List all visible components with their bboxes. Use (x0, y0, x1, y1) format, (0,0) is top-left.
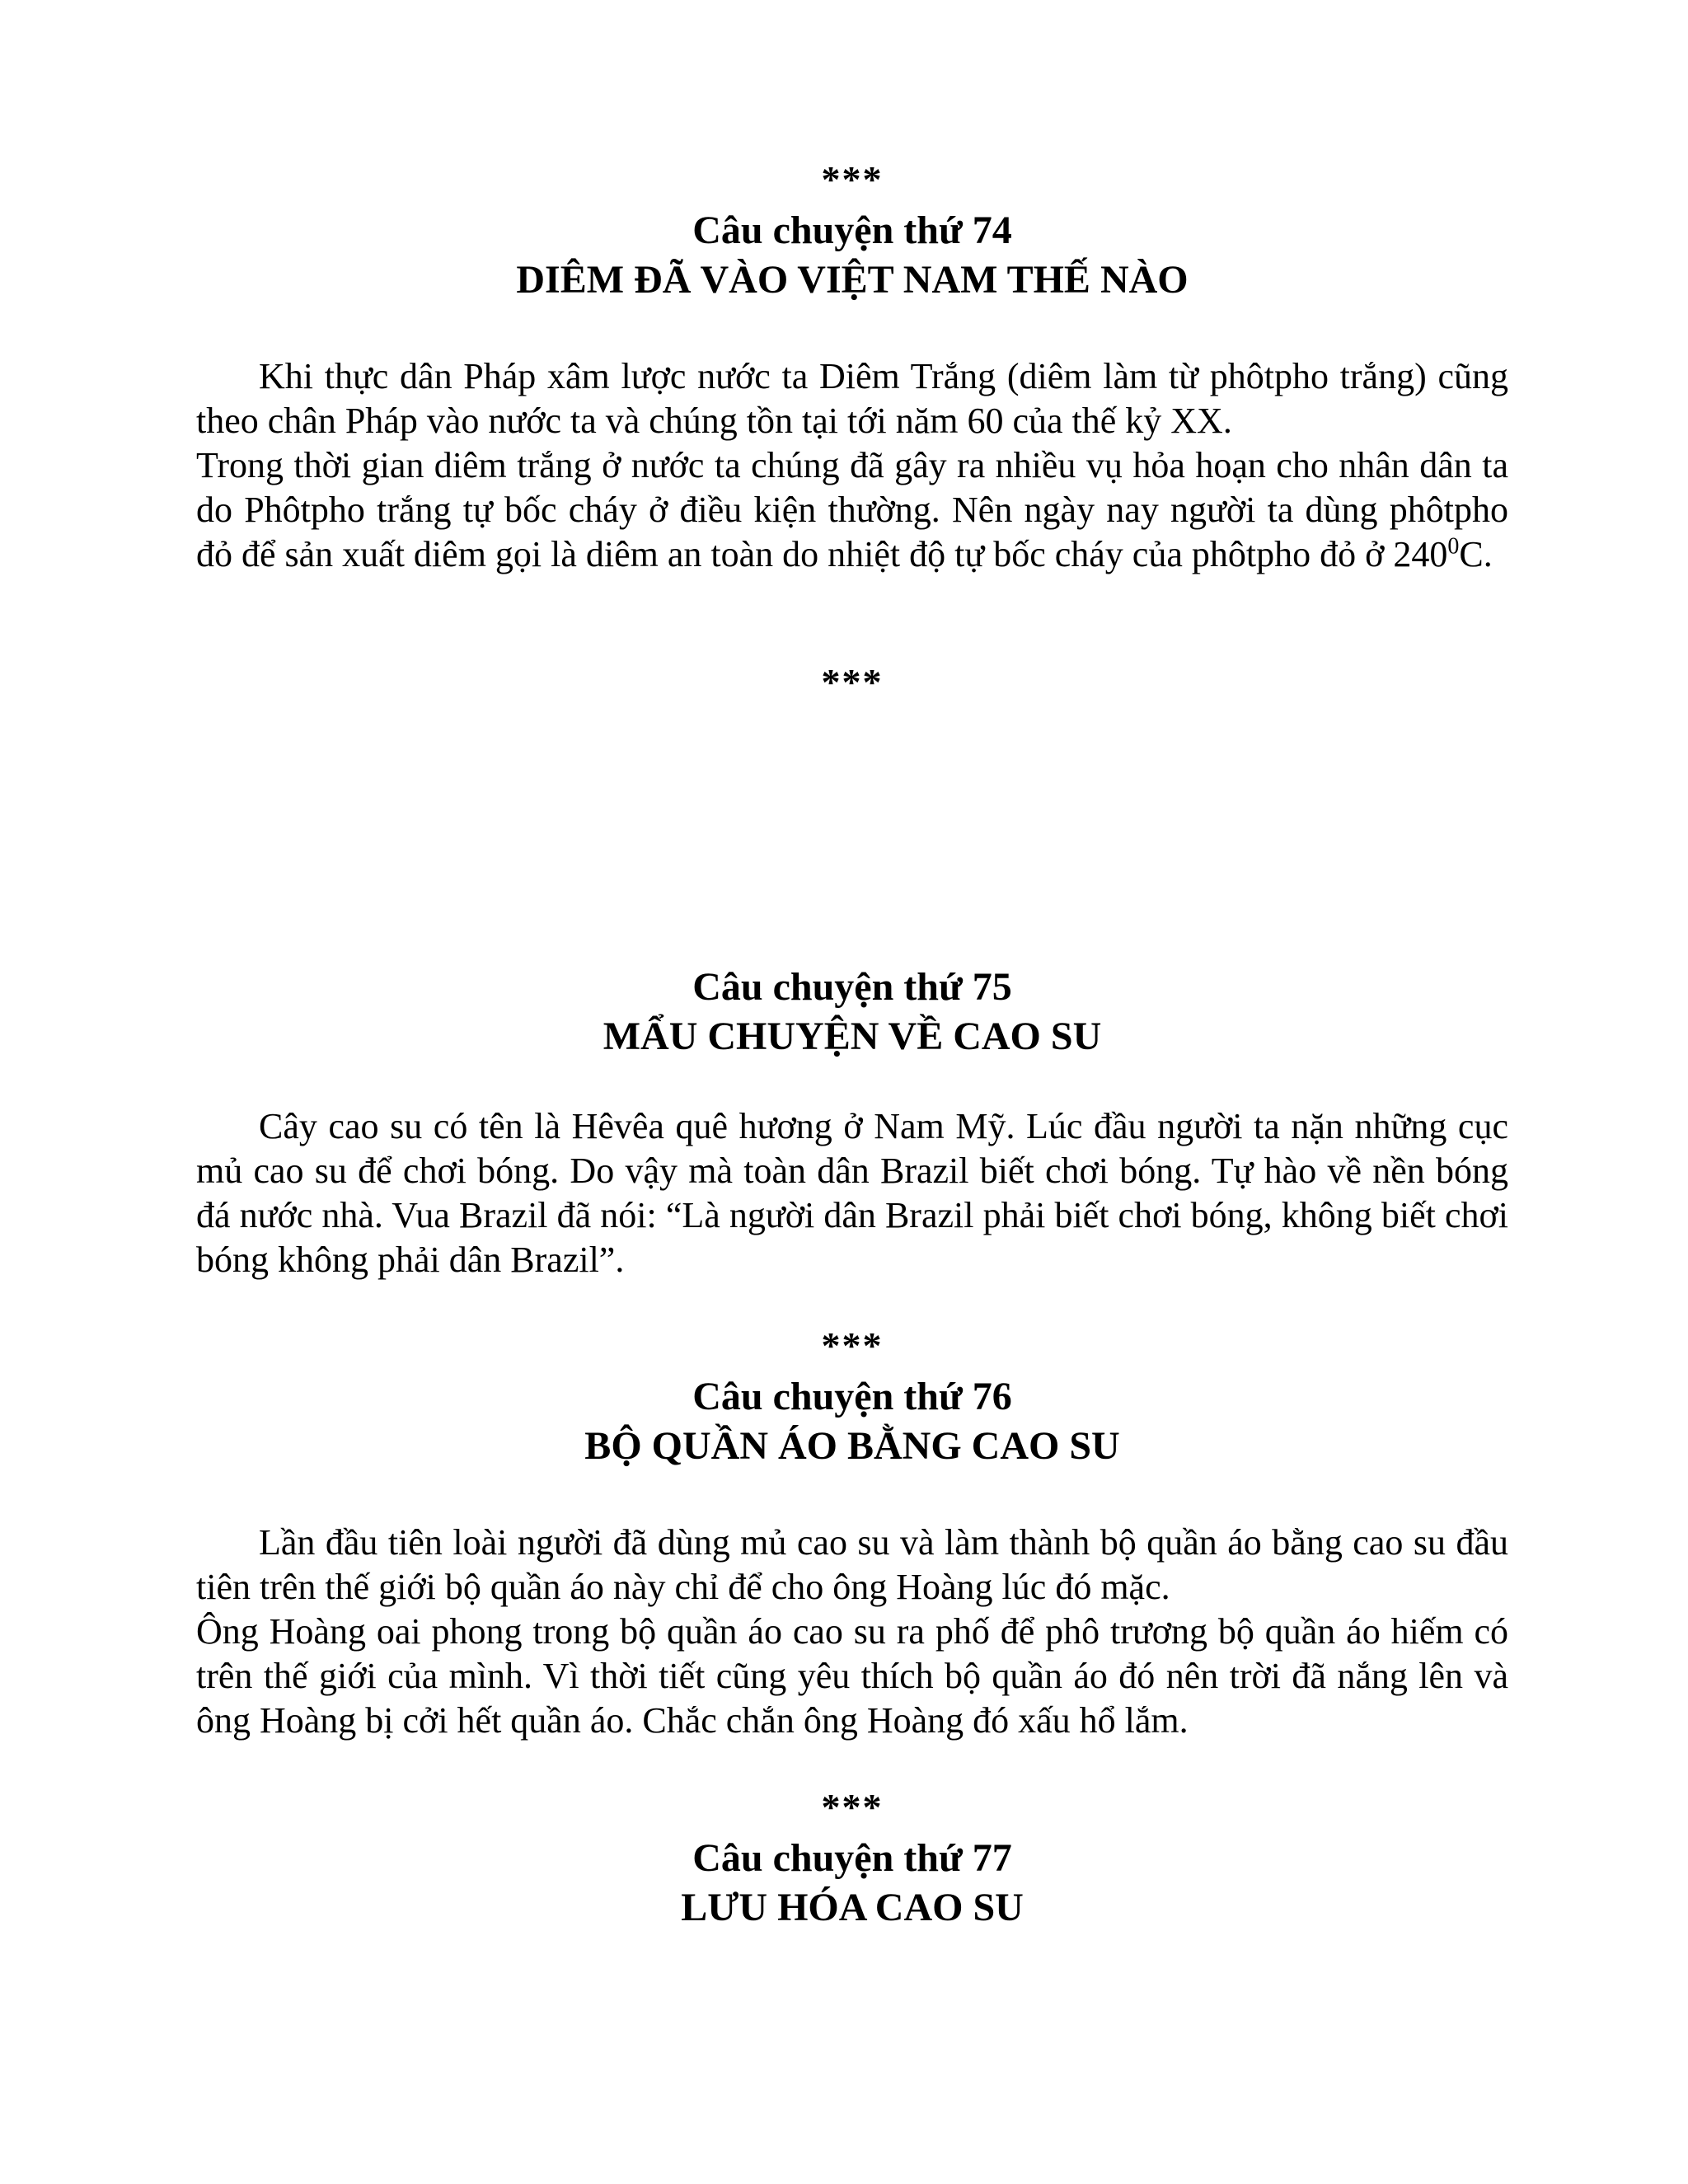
paragraph: Cây cao su có tên là Hêvêa quê hương ở Nam Mỹ. Lúc đầu người ta nặn những cục mủ cao su để chơi bóng. Do vậy mà toàn dân Brazil biết chơi bóng. Tự hào về nền bóng đá nước nhà. Vua Brazil đã nói: “Là người dân Brazil phải biết chơi bóng, không biết chơi bóng không phải dân Brazil”. (196, 1106, 1508, 1280)
superscript: 0 (1447, 533, 1460, 560)
story-title: BỘ QUẦN ÁO BẰNG CAO SU (584, 1424, 1120, 1468)
story-body (196, 1104, 1508, 1282)
story-body (196, 1521, 1508, 1743)
story-body (196, 354, 1508, 577)
paragraph: Trong thời gian diêm trắng ở nước ta chúng đã gây ra nhiều vụ hỏa hoạn cho nhân dân ta do Phôtpho trắng tự bốc cháy ở điều kiện thường. Nên ngày nay người ta dùng phôtpho đỏ để sản xuất diêm gọi là diêm an toàn do nhiệt độ tự bốc cháy của phôtpho đỏ ở $240^0C$. (196, 445, 1508, 574)
story-number: Câu chuyện thứ 74 (692, 209, 1012, 252)
story-number: Câu chuyện thứ 76 (692, 1375, 1012, 1418)
section-separator: *** (821, 1786, 884, 1828)
paragraph: Ông Hoàng oai phong trong bộ quần áo cao su ra phố để phô trương bộ quần áo hiếm có trên thế giới của mình. Vì thời tiết cũng yêu thích bộ quần áo đó nên trời đã nắng lên và ông Hoàng bị cởi hết quần áo. Chắc chắn ông Hoàng đó xấu hổ lắm. (196, 1611, 1508, 1741)
story-number: Câu chuyện thứ 77 (692, 1836, 1012, 1880)
section-separator: *** (821, 158, 884, 200)
story-title: MẨU CHUYỆN VỀ CAO SU (603, 1015, 1102, 1058)
story-number: Câu chuyện thứ 75 (692, 965, 1012, 1009)
paragraph: Khi thực dân Pháp xâm lược nước ta Diêm Trắng (diêm làm từ phôtpho trắng) cũng theo chân Pháp vào nước ta và chúng tồn tại tới năm 60 của thế kỷ XX. (196, 356, 1508, 441)
story-title: DIÊM ĐÃ VÀO VIỆT NAM THẾ NÀO (516, 258, 1189, 302)
paragraph: Lần đầu tiên loài người đã dùng mủ cao su và làm thành bộ quần áo bằng cao su đầu tiên trên thế giới bộ quần áo này chỉ để cho ông Hoàng lúc đó mặc. (196, 1522, 1508, 1607)
section-separator: *** (821, 1324, 884, 1366)
story-title: LƯU HÓA CAO SU (681, 1886, 1024, 1929)
section-separator: *** (821, 661, 884, 703)
